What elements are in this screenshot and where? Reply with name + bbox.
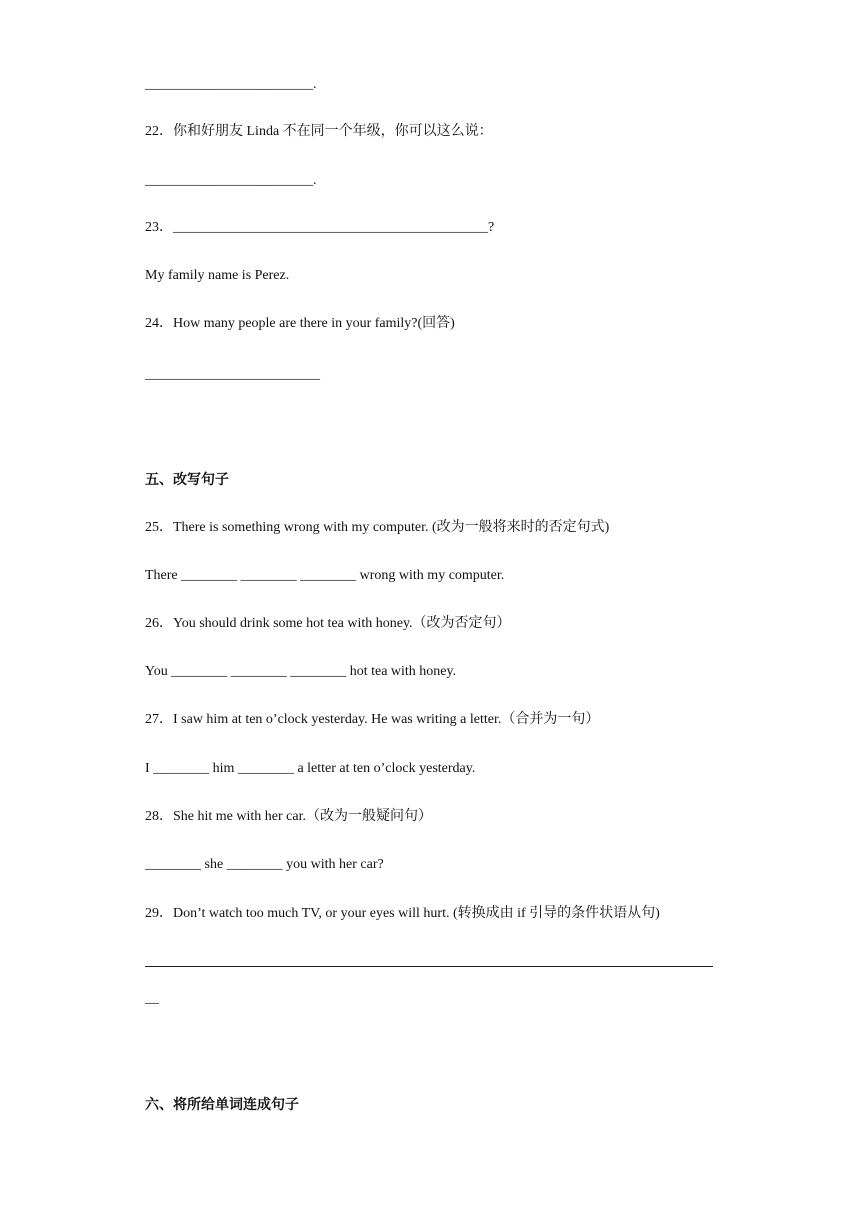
q24-prompt: 24．How many people are there in your family?(回答): [145, 316, 455, 331]
q21-answer-blank: ________________________.: [145, 77, 317, 92]
q28-prompt: 28．She hit me with her car.（改为一般疑问句）: [145, 809, 432, 824]
q27-prompt: 27．I saw him at ten o’clock yesterday. He was writing a letter.（合并为一句）: [145, 712, 600, 727]
q23-question-blank: 23．_____________________________________________?: [145, 220, 495, 235]
q26-prompt: 26．You should drink some hot tea with honey.（改为否定句）: [145, 616, 511, 631]
q25-answer-line: There ________ ________ ________ wrong with my computer.: [145, 568, 505, 583]
q22-answer-blank: ________________________.: [145, 173, 317, 188]
section-5-heading: 五、改写句子: [145, 472, 229, 488]
q28-answer-line: ________ she ________ you with her car?: [145, 857, 384, 872]
q24-answer-blank: _________________________: [145, 367, 320, 382]
q29-answer-blank-tail: __: [145, 991, 159, 1006]
q22-prompt: 22．你和好朋友 Linda 不在同一个年级，你可以这么说：: [145, 124, 493, 139]
q23-given-answer: My family name is Perez.: [145, 268, 290, 283]
q29-answer-rule: [145, 966, 713, 967]
q26-answer-line: You ________ ________ ________ hot tea with honey.: [145, 664, 457, 679]
q27-answer-line: I ________ him ________ a letter at ten o’clock yesterday.: [145, 761, 476, 776]
q25-prompt: 25．There is something wrong with my computer. (改为一般将来时的否定句式): [145, 520, 610, 535]
section-6-heading: 六、将所给单词连成句子: [145, 1097, 299, 1113]
q29-prompt: 29．Don’t watch too much TV, or your eyes will hurt. (转换成由 if 引导的条件状语从句): [145, 906, 660, 921]
